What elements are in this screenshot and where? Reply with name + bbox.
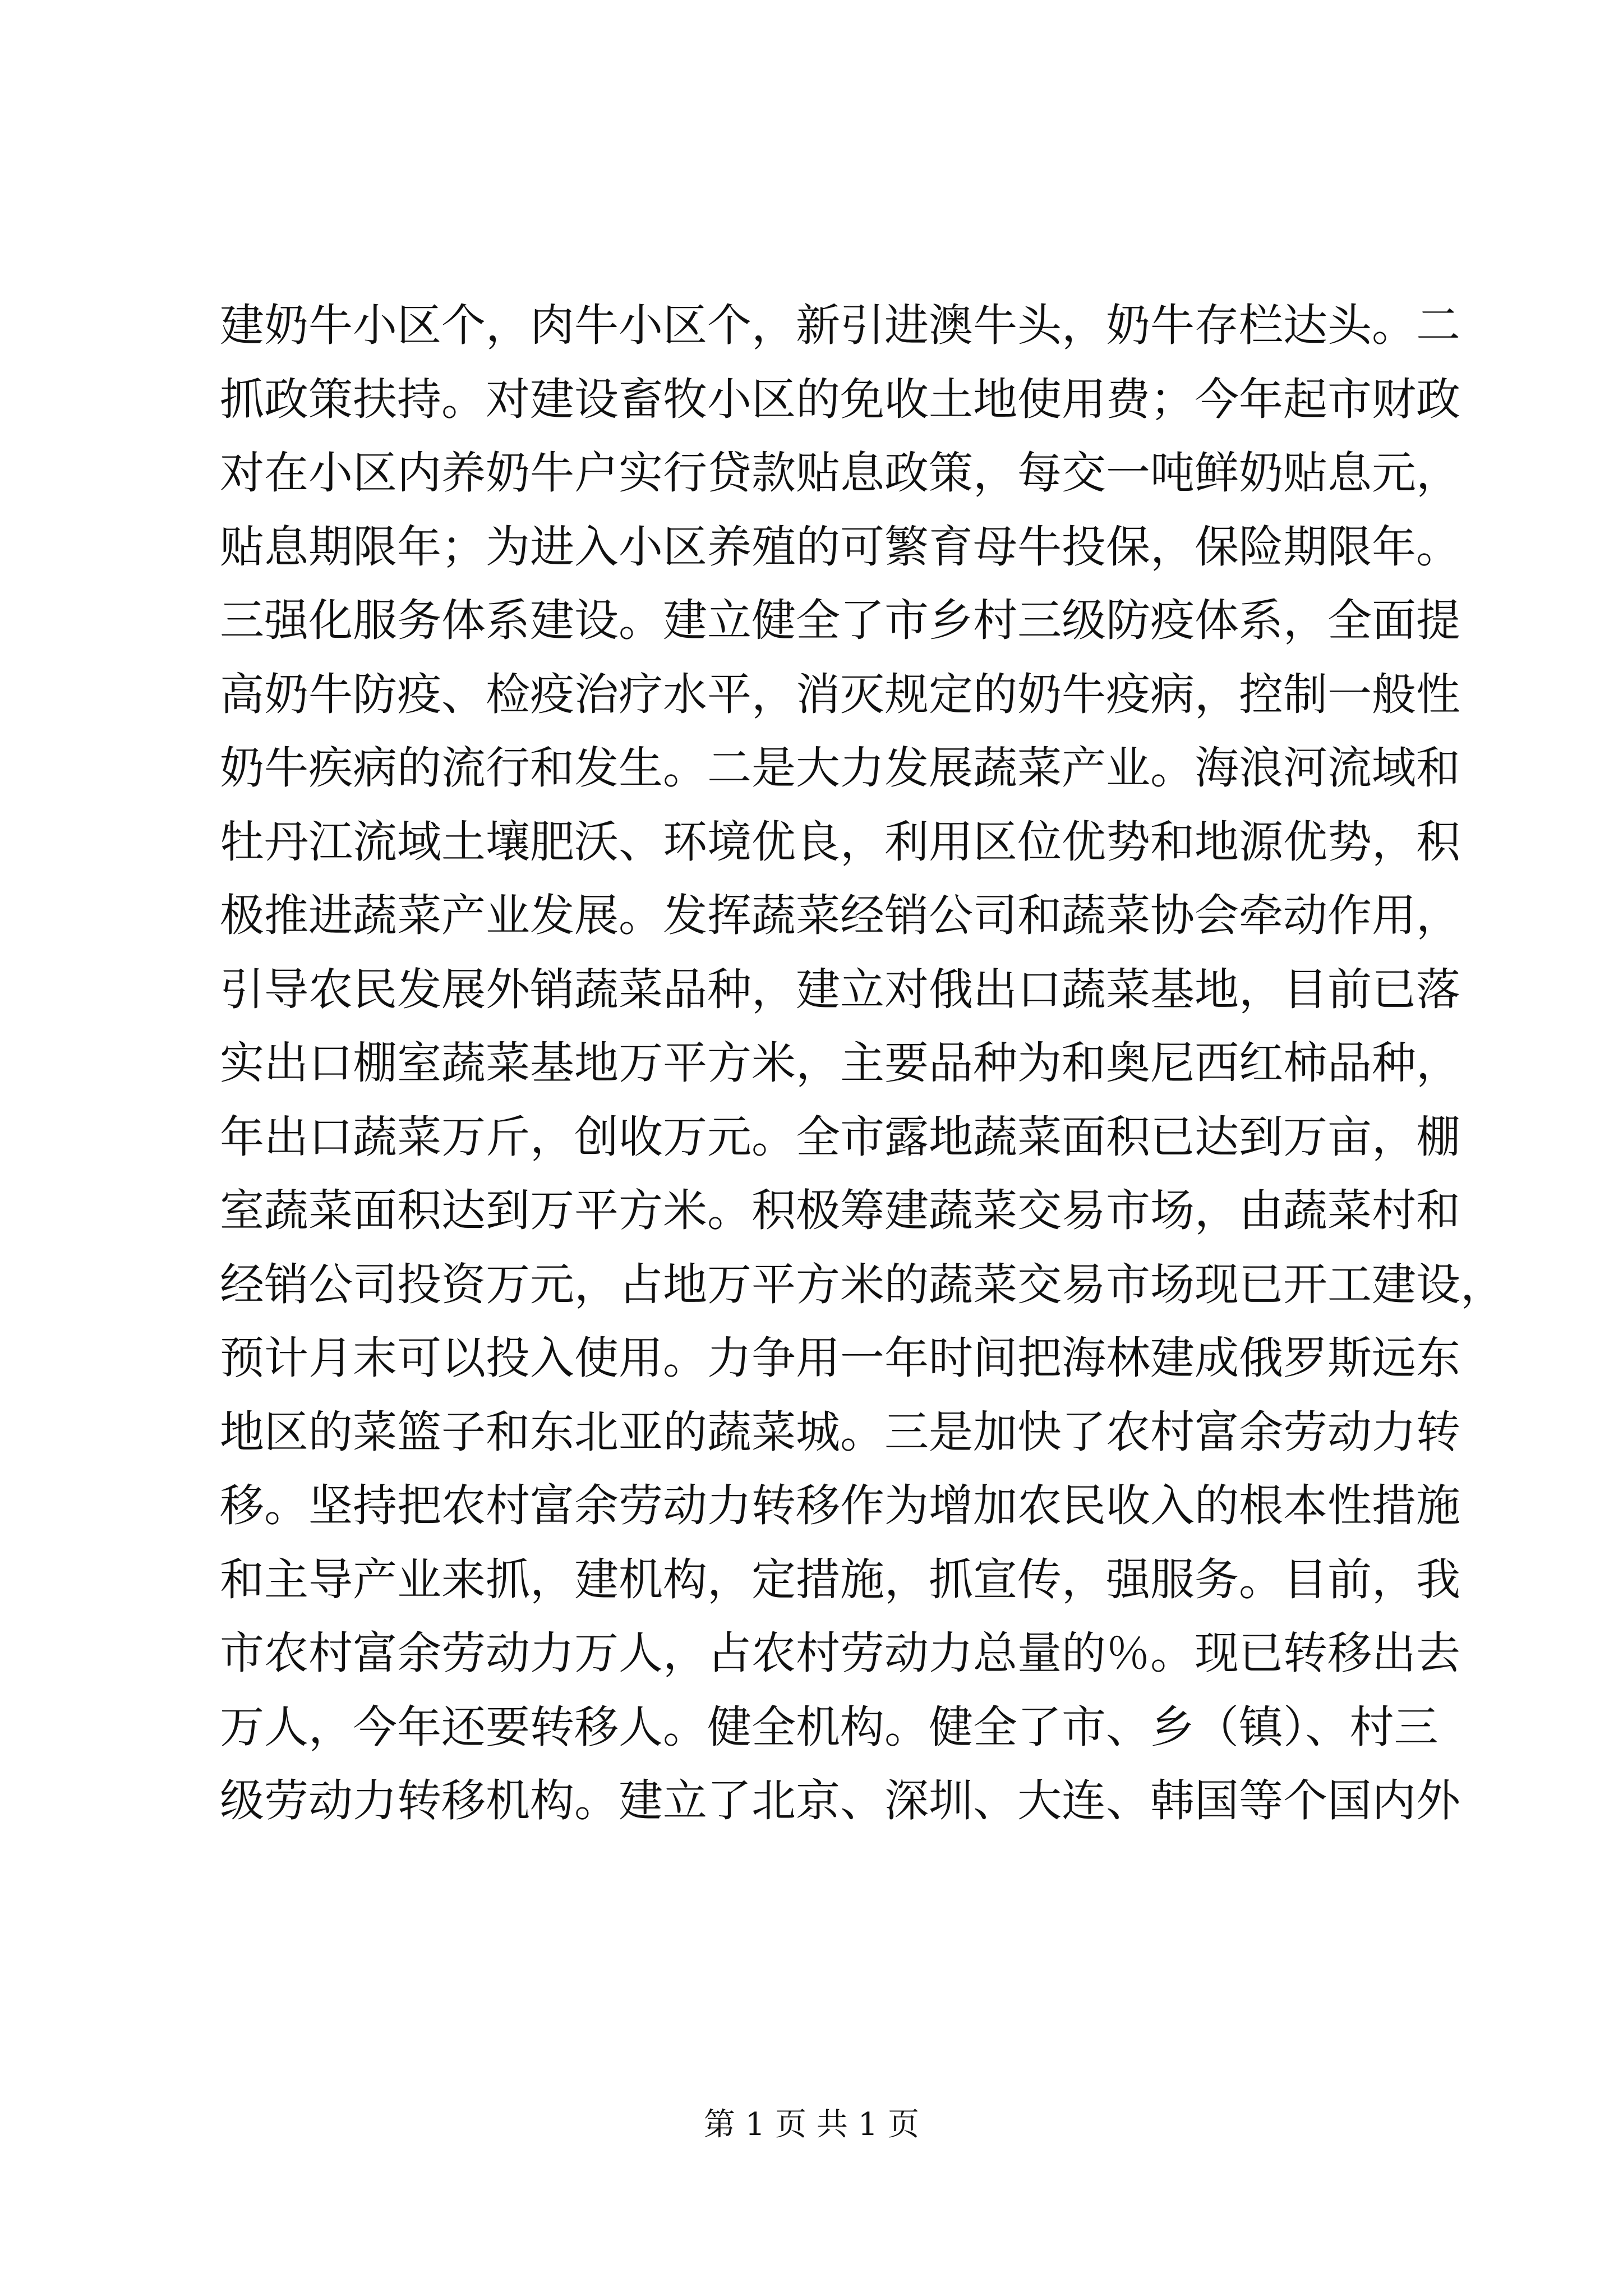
page-footer: 第 1 页 共 1 页	[703, 2106, 920, 2143]
text-line: 高奶牛防疫、检疫治疗水平，消灭规定的奶牛疫病，控制一般性	[220, 668, 1460, 720]
text-line: 经销公司投资万元，占地万平方米的蔬菜交易市场现已开工建设，	[220, 1258, 1505, 1310]
text-line: 牡丹江流域土壤肥沃、环境优良，利用区位优势和地源优势，积	[220, 816, 1460, 868]
text-line: 室蔬菜面积达到万平方米。积极筹建蔬菜交易市场，由蔬菜村和	[220, 1185, 1460, 1236]
body-paragraph	[220, 297, 1505, 1847]
text-line: 引导农民发展外销蔬菜品种，建立对俄出口蔬菜基地，目前已落	[220, 963, 1460, 1015]
text-line: 三强化服务体系建设。建立健全了市乡村三级防疫体系，全面提	[220, 595, 1460, 646]
text-line: 对在小区内养奶牛户实行贷款贴息政策，每交一吨鲜奶贴息元，	[220, 447, 1460, 499]
text-line: 和主导产业来抓，建机构，定措施，抓宣传，强服务。目前，我	[220, 1553, 1460, 1605]
text-line: 奶牛疾病的流行和发生。二是大力发展蔬菜产业。海浪河流域和	[220, 742, 1460, 794]
text-line: 市农村富余劳动力万人，占农村劳动力总量的％。现已转移出去	[220, 1627, 1460, 1679]
text-line: 抓政策扶持。对建设畜牧小区的免收土地使用费；今年起市财政	[220, 373, 1460, 425]
text-line: 万人，今年还要转移人。健全机构。健全了市、乡（镇）、村三	[220, 1701, 1438, 1753]
text-line: 贴息期限年；为进入小区养殖的可繁育母牛投保，保险期限年。	[220, 521, 1460, 573]
text-line: 地区的菜篮子和东北亚的蔬菜城。三是加快了农村富余劳动力转	[220, 1406, 1460, 1458]
text-line: 建奶牛小区个，肉牛小区个，新引进澳牛头，奶牛存栏达头。二	[220, 300, 1460, 351]
text-line: 移。坚持把农村富余劳动力转移作为增加农民收入的根本性措施	[220, 1480, 1460, 1531]
text-line: 极推进蔬菜产业发展。发挥蔬菜经销公司和蔬菜协会牵动作用，	[220, 890, 1460, 941]
text-line: 年出口蔬菜万斤，创收万元。全市露地蔬菜面积已达到万亩，棚	[220, 1111, 1460, 1163]
text-line: 级劳动力转移机构。建立了北京、深圳、大连、韩国等个国内外	[220, 1775, 1460, 1826]
text-line: 实出口棚室蔬菜基地万平方米，主要品种为和奥尼西红柿品种，	[220, 1037, 1460, 1089]
text-line: 预计月末可以投入使用。力争用一年时间把海林建成俄罗斯远东	[220, 1332, 1460, 1384]
